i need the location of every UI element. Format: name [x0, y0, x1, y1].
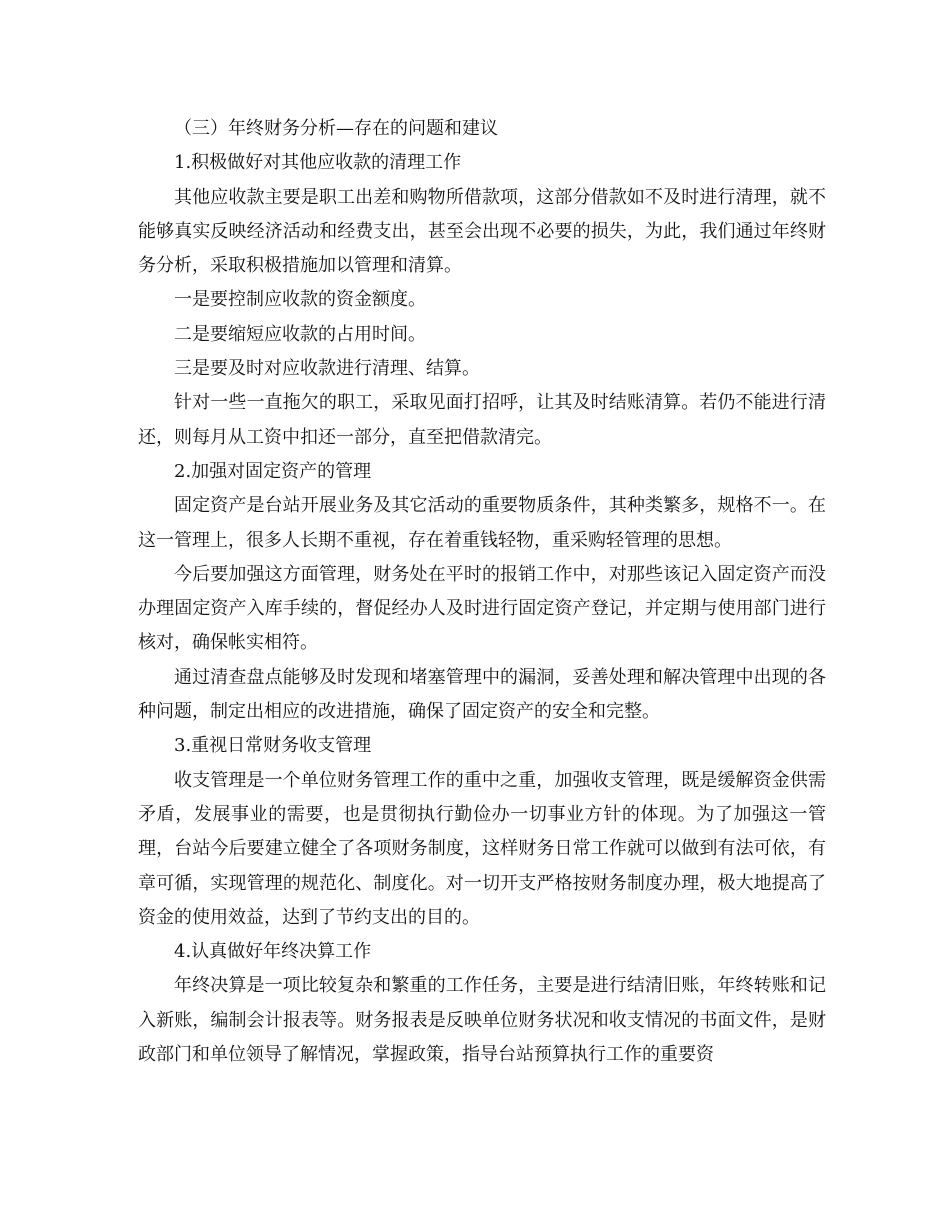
- subsection-heading-4: 4.认真做好年终决算工作: [174, 941, 372, 963]
- section-heading: （三）年终财务分析—存在的问题和建议: [174, 118, 498, 139]
- subsection-heading-1: 1.积极做好对其他应收款的清理工作: [174, 152, 462, 174]
- body-paragraph: 今后要加强这方面管理，财务处在平时的报销工作中，对那些该记入固定资产而没办理固定资产入库手续的，督促经办人及时进行固定资产登记，并定期与使用部门进行核对，确保帐实相符。: [138, 563, 826, 654]
- body-paragraph: 通过清查盘点能够及时发现和堵塞管理中的漏洞，妥善处理和解决管理中出现的各种问题，制定出相应的改进措施，确保了固定资产的安全和完整。: [138, 666, 826, 723]
- list-item: 一是要控制应收款的资金额度。: [174, 289, 426, 311]
- subsection-heading-3: 3.重视日常财务收支管理: [174, 735, 372, 757]
- list-item: 三是要及时对应收款进行清理、结算。: [174, 358, 480, 380]
- body-paragraph: 其他应收款主要是职工出差和购物所借款项，这部分借款如不及时进行清理，就不能够真实反映经济活动和经费支出，甚至会出现不必要的损失，为此，我们通过年终财务分析，采取积极措施加以管理和清算。: [138, 186, 826, 277]
- body-paragraph: 针对一些一直拖欠的职工，采取见面打招呼，让其及时结账清算。若仍不能进行清还，则每月从工资中扣还一部分，直至把借款清完。: [138, 392, 826, 448]
- body-paragraph: 收支管理是一个单位财务管理工作的重中之重，加强收支管理，既是缓解资金供需矛盾，发展事业的需要，也是贯彻执行勤俭办一切事业方针的体现。为了加强这一管理，台站今后要建立健全了各项财务制度，这样财务日常工作就可以做到有法可依，有章可循，实现管理的规范化、制度化。对一切开支严格按财务制度办理，极大地提高了资金的使用效益，达到了节约支出的目的。: [138, 769, 826, 928]
- subsection-heading-2: 2.加强对固定资产的管理: [174, 460, 372, 482]
- body-paragraph: 年终决算是一项比较复杂和繁重的工作任务，主要是进行结清旧账，年终转账和记入新账，编制会计报表等。财务报表是反映单位财务状况和收支情况的书面文件，是财政部门和单位领导了解情况，掌握政策，指导台站预算执行工作的重要资: [138, 975, 826, 1066]
- list-item: 二是要缩短应收款的占用时间。: [174, 323, 426, 345]
- body-paragraph: 固定资产是台站开展业务及其它活动的重要物质条件，其种类繁多，规格不一。在这一管理上，很多人长期不重视，存在着重钱轻物，重采购轻管理的思想。: [138, 495, 826, 551]
- document-body: [138, 112, 826, 1072]
